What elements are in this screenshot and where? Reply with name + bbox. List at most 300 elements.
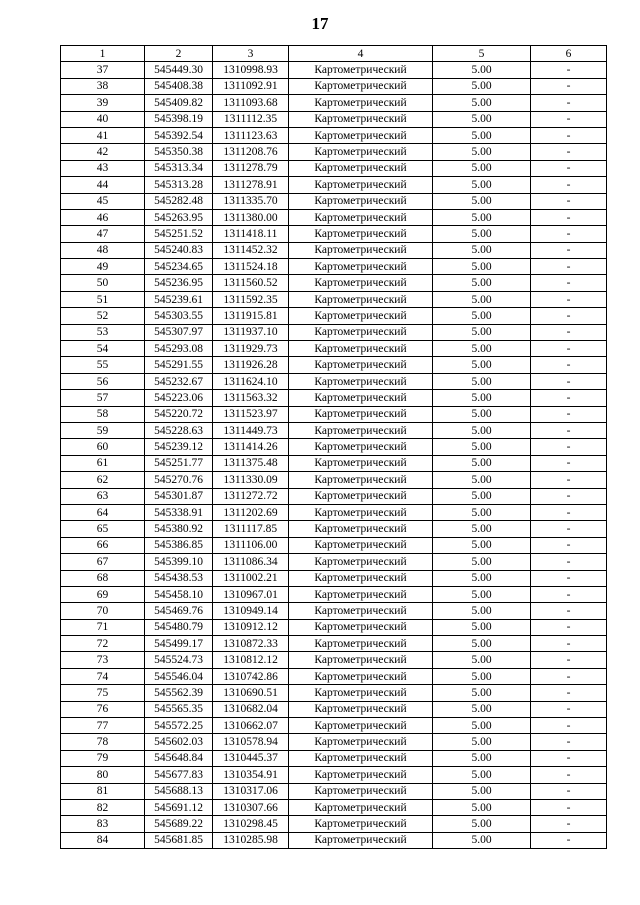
y-coordinate-cell: 1311086.34 xyxy=(213,554,289,570)
note-cell: - xyxy=(531,488,607,504)
note-cell: - xyxy=(531,324,607,340)
point-number-cell: 76 xyxy=(61,701,145,717)
accuracy-cell: 5.00 xyxy=(433,193,531,209)
note-cell: - xyxy=(531,734,607,750)
method-cell: Картометрический xyxy=(289,488,433,504)
accuracy-cell: 5.00 xyxy=(433,127,531,143)
x-coordinate-cell: 545449.30 xyxy=(145,62,213,78)
note-cell: - xyxy=(531,455,607,471)
y-coordinate-cell: 1311208.76 xyxy=(213,144,289,160)
column-header: 2 xyxy=(145,46,213,62)
y-coordinate-cell: 1310872.33 xyxy=(213,636,289,652)
method-cell: Картометрический xyxy=(289,226,433,242)
method-cell: Картометрический xyxy=(289,718,433,734)
note-cell: - xyxy=(531,668,607,684)
accuracy-cell: 5.00 xyxy=(433,537,531,553)
coordinates-table xyxy=(60,45,607,849)
note-cell: - xyxy=(531,750,607,766)
point-number-cell: 64 xyxy=(61,504,145,520)
note-cell: - xyxy=(531,832,607,848)
point-number-cell: 72 xyxy=(61,636,145,652)
note-cell: - xyxy=(531,521,607,537)
note-cell: - xyxy=(531,816,607,832)
method-cell: Картометрический xyxy=(289,111,433,127)
accuracy-cell: 5.00 xyxy=(433,373,531,389)
method-cell: Картометрический xyxy=(289,144,433,160)
method-cell: Картометрический xyxy=(289,127,433,143)
point-number-cell: 45 xyxy=(61,193,145,209)
y-coordinate-cell: 1310445.37 xyxy=(213,750,289,766)
point-number-cell: 50 xyxy=(61,275,145,291)
method-cell: Картометрический xyxy=(289,439,433,455)
x-coordinate-cell: 545408.38 xyxy=(145,78,213,94)
y-coordinate-cell: 1310967.01 xyxy=(213,586,289,602)
accuracy-cell: 5.00 xyxy=(433,832,531,848)
x-coordinate-cell: 545546.04 xyxy=(145,668,213,684)
point-number-cell: 42 xyxy=(61,144,145,160)
note-cell: - xyxy=(531,390,607,406)
y-coordinate-cell: 1311093.68 xyxy=(213,95,289,111)
y-coordinate-cell: 1311002.21 xyxy=(213,570,289,586)
table-row xyxy=(61,62,607,78)
method-cell: Картометрический xyxy=(289,308,433,324)
note-cell: - xyxy=(531,718,607,734)
x-coordinate-cell: 545688.13 xyxy=(145,783,213,799)
x-coordinate-cell: 545251.52 xyxy=(145,226,213,242)
method-cell: Картометрический xyxy=(289,832,433,848)
accuracy-cell: 5.00 xyxy=(433,554,531,570)
table-row xyxy=(61,504,607,520)
y-coordinate-cell: 1311278.79 xyxy=(213,160,289,176)
note-cell: - xyxy=(531,357,607,373)
accuracy-cell: 5.00 xyxy=(433,177,531,193)
x-coordinate-cell: 545499.17 xyxy=(145,636,213,652)
point-number-cell: 44 xyxy=(61,177,145,193)
method-cell: Картометрический xyxy=(289,750,433,766)
method-cell: Картометрический xyxy=(289,62,433,78)
method-cell: Картометрический xyxy=(289,406,433,422)
accuracy-cell: 5.00 xyxy=(433,816,531,832)
table-row xyxy=(61,521,607,537)
point-number-cell: 43 xyxy=(61,160,145,176)
method-cell: Картометрический xyxy=(289,455,433,471)
x-coordinate-cell: 545338.91 xyxy=(145,504,213,520)
y-coordinate-cell: 1310285.98 xyxy=(213,832,289,848)
method-cell: Картометрический xyxy=(289,586,433,602)
x-coordinate-cell: 545282.48 xyxy=(145,193,213,209)
accuracy-cell: 5.00 xyxy=(433,242,531,258)
note-cell: - xyxy=(531,259,607,275)
point-number-cell: 46 xyxy=(61,209,145,225)
table-row xyxy=(61,259,607,275)
table-row xyxy=(61,734,607,750)
accuracy-cell: 5.00 xyxy=(433,390,531,406)
accuracy-cell: 5.00 xyxy=(433,750,531,766)
note-cell: - xyxy=(531,95,607,111)
note-cell: - xyxy=(531,406,607,422)
table-row xyxy=(61,783,607,799)
y-coordinate-cell: 1310742.86 xyxy=(213,668,289,684)
method-cell: Картометрический xyxy=(289,799,433,815)
x-coordinate-cell: 545228.63 xyxy=(145,422,213,438)
table-row xyxy=(61,586,607,602)
y-coordinate-cell: 1311414.26 xyxy=(213,439,289,455)
table-header xyxy=(61,46,607,62)
table-row xyxy=(61,406,607,422)
x-coordinate-cell: 545691.12 xyxy=(145,799,213,815)
table-row xyxy=(61,78,607,94)
accuracy-cell: 5.00 xyxy=(433,504,531,520)
method-cell: Картометрический xyxy=(289,472,433,488)
note-cell: - xyxy=(531,586,607,602)
point-number-cell: 75 xyxy=(61,685,145,701)
accuracy-cell: 5.00 xyxy=(433,275,531,291)
accuracy-cell: 5.00 xyxy=(433,799,531,815)
x-coordinate-cell: 545438.53 xyxy=(145,570,213,586)
point-number-cell: 52 xyxy=(61,308,145,324)
x-coordinate-cell: 545350.38 xyxy=(145,144,213,160)
y-coordinate-cell: 1310949.14 xyxy=(213,603,289,619)
x-coordinate-cell: 545386.85 xyxy=(145,537,213,553)
accuracy-cell: 5.00 xyxy=(433,570,531,586)
x-coordinate-cell: 545239.61 xyxy=(145,291,213,307)
x-coordinate-cell: 545293.08 xyxy=(145,341,213,357)
accuracy-cell: 5.00 xyxy=(433,308,531,324)
table-row xyxy=(61,455,607,471)
x-coordinate-cell: 545677.83 xyxy=(145,767,213,783)
x-coordinate-cell: 545562.39 xyxy=(145,685,213,701)
table-row xyxy=(61,619,607,635)
point-number-cell: 67 xyxy=(61,554,145,570)
x-coordinate-cell: 545524.73 xyxy=(145,652,213,668)
y-coordinate-cell: 1311117.85 xyxy=(213,521,289,537)
accuracy-cell: 5.00 xyxy=(433,111,531,127)
x-coordinate-cell: 545236.95 xyxy=(145,275,213,291)
note-cell: - xyxy=(531,341,607,357)
y-coordinate-cell: 1311563.32 xyxy=(213,390,289,406)
point-number-cell: 68 xyxy=(61,570,145,586)
x-coordinate-cell: 545399.10 xyxy=(145,554,213,570)
accuracy-cell: 5.00 xyxy=(433,652,531,668)
y-coordinate-cell: 1310662.07 xyxy=(213,718,289,734)
note-cell: - xyxy=(531,422,607,438)
note-cell: - xyxy=(531,308,607,324)
point-number-cell: 47 xyxy=(61,226,145,242)
x-coordinate-cell: 545291.55 xyxy=(145,357,213,373)
table-body xyxy=(61,62,607,849)
method-cell: Картометрический xyxy=(289,537,433,553)
y-coordinate-cell: 1311202.69 xyxy=(213,504,289,520)
table-row xyxy=(61,668,607,684)
note-cell: - xyxy=(531,701,607,717)
method-cell: Картометрический xyxy=(289,668,433,684)
accuracy-cell: 5.00 xyxy=(433,160,531,176)
table-row xyxy=(61,275,607,291)
y-coordinate-cell: 1311452.32 xyxy=(213,242,289,258)
method-cell: Картометрический xyxy=(289,160,433,176)
method-cell: Картометрический xyxy=(289,373,433,389)
table-row xyxy=(61,357,607,373)
point-number-cell: 51 xyxy=(61,291,145,307)
point-number-cell: 62 xyxy=(61,472,145,488)
point-number-cell: 59 xyxy=(61,422,145,438)
method-cell: Картометрический xyxy=(289,685,433,701)
x-coordinate-cell: 545409.82 xyxy=(145,95,213,111)
table-row xyxy=(61,472,607,488)
point-number-cell: 69 xyxy=(61,586,145,602)
method-cell: Картометрический xyxy=(289,554,433,570)
page-number: 17 xyxy=(311,14,329,33)
note-cell: - xyxy=(531,111,607,127)
x-coordinate-cell: 545565.35 xyxy=(145,701,213,717)
accuracy-cell: 5.00 xyxy=(433,685,531,701)
note-cell: - xyxy=(531,275,607,291)
accuracy-cell: 5.00 xyxy=(433,144,531,160)
y-coordinate-cell: 1311915.81 xyxy=(213,308,289,324)
x-coordinate-cell: 545380.92 xyxy=(145,521,213,537)
x-coordinate-cell: 545234.65 xyxy=(145,259,213,275)
method-cell: Картометрический xyxy=(289,783,433,799)
method-cell: Картометрический xyxy=(289,357,433,373)
y-coordinate-cell: 1310690.51 xyxy=(213,685,289,701)
table-row xyxy=(61,750,607,766)
note-cell: - xyxy=(531,685,607,701)
x-coordinate-cell: 545303.55 xyxy=(145,308,213,324)
table-row xyxy=(61,242,607,258)
y-coordinate-cell: 1311592.35 xyxy=(213,291,289,307)
accuracy-cell: 5.00 xyxy=(433,455,531,471)
note-cell: - xyxy=(531,504,607,520)
table-row xyxy=(61,390,607,406)
table-row xyxy=(61,767,607,783)
note-cell: - xyxy=(531,209,607,225)
table-row xyxy=(61,160,607,176)
y-coordinate-cell: 1311929.73 xyxy=(213,341,289,357)
accuracy-cell: 5.00 xyxy=(433,406,531,422)
point-number-cell: 56 xyxy=(61,373,145,389)
y-coordinate-cell: 1310812.12 xyxy=(213,652,289,668)
point-number-cell: 78 xyxy=(61,734,145,750)
accuracy-cell: 5.00 xyxy=(433,586,531,602)
table-row xyxy=(61,603,607,619)
method-cell: Картометрический xyxy=(289,652,433,668)
method-cell: Картометрический xyxy=(289,767,433,783)
point-number-cell: 77 xyxy=(61,718,145,734)
note-cell: - xyxy=(531,603,607,619)
note-cell: - xyxy=(531,767,607,783)
y-coordinate-cell: 1311926.28 xyxy=(213,357,289,373)
table-row xyxy=(61,685,607,701)
note-cell: - xyxy=(531,554,607,570)
note-cell: - xyxy=(531,78,607,94)
table-row xyxy=(61,177,607,193)
x-coordinate-cell: 545240.83 xyxy=(145,242,213,258)
y-coordinate-cell: 1311523.97 xyxy=(213,406,289,422)
point-number-cell: 66 xyxy=(61,537,145,553)
column-header: 4 xyxy=(289,46,433,62)
table-row xyxy=(61,324,607,340)
point-number-cell: 73 xyxy=(61,652,145,668)
x-coordinate-cell: 545301.87 xyxy=(145,488,213,504)
y-coordinate-cell: 1311123.63 xyxy=(213,127,289,143)
x-coordinate-cell: 545263.95 xyxy=(145,209,213,225)
note-cell: - xyxy=(531,62,607,78)
table-row xyxy=(61,701,607,717)
table-row xyxy=(61,537,607,553)
note-cell: - xyxy=(531,636,607,652)
table-row xyxy=(61,652,607,668)
table-row xyxy=(61,193,607,209)
method-cell: Картометрический xyxy=(289,390,433,406)
point-number-cell: 60 xyxy=(61,439,145,455)
y-coordinate-cell: 1310998.93 xyxy=(213,62,289,78)
column-header: 3 xyxy=(213,46,289,62)
point-number-cell: 58 xyxy=(61,406,145,422)
accuracy-cell: 5.00 xyxy=(433,488,531,504)
note-cell: - xyxy=(531,783,607,799)
y-coordinate-cell: 1311560.52 xyxy=(213,275,289,291)
x-coordinate-cell: 545689.22 xyxy=(145,816,213,832)
accuracy-cell: 5.00 xyxy=(433,701,531,717)
x-coordinate-cell: 545602.03 xyxy=(145,734,213,750)
method-cell: Картометрический xyxy=(289,816,433,832)
table-row xyxy=(61,308,607,324)
point-number-cell: 55 xyxy=(61,357,145,373)
y-coordinate-cell: 1311624.10 xyxy=(213,373,289,389)
table-row xyxy=(61,111,607,127)
method-cell: Картометрический xyxy=(289,324,433,340)
table-row xyxy=(61,832,607,848)
y-coordinate-cell: 1311335.70 xyxy=(213,193,289,209)
note-cell: - xyxy=(531,619,607,635)
method-cell: Картометрический xyxy=(289,636,433,652)
x-coordinate-cell: 545458.10 xyxy=(145,586,213,602)
note-cell: - xyxy=(531,242,607,258)
table-row xyxy=(61,95,607,111)
column-header: 1 xyxy=(61,46,145,62)
method-cell: Картометрический xyxy=(289,521,433,537)
note-cell: - xyxy=(531,144,607,160)
x-coordinate-cell: 545313.28 xyxy=(145,177,213,193)
accuracy-cell: 5.00 xyxy=(433,636,531,652)
y-coordinate-cell: 1311272.72 xyxy=(213,488,289,504)
table-row xyxy=(61,373,607,389)
accuracy-cell: 5.00 xyxy=(433,78,531,94)
method-cell: Картометрический xyxy=(289,570,433,586)
note-cell: - xyxy=(531,652,607,668)
y-coordinate-cell: 1310682.04 xyxy=(213,701,289,717)
method-cell: Картометрический xyxy=(289,619,433,635)
method-cell: Картометрический xyxy=(289,78,433,94)
note-cell: - xyxy=(531,177,607,193)
table-row xyxy=(61,144,607,160)
method-cell: Картометрический xyxy=(289,275,433,291)
method-cell: Картометрический xyxy=(289,95,433,111)
table-row xyxy=(61,439,607,455)
accuracy-cell: 5.00 xyxy=(433,734,531,750)
method-cell: Картометрический xyxy=(289,603,433,619)
table-row xyxy=(61,816,607,832)
y-coordinate-cell: 1311330.09 xyxy=(213,472,289,488)
y-coordinate-cell: 1311380.00 xyxy=(213,209,289,225)
accuracy-cell: 5.00 xyxy=(433,62,531,78)
x-coordinate-cell: 545270.76 xyxy=(145,472,213,488)
x-coordinate-cell: 545398.19 xyxy=(145,111,213,127)
method-cell: Картометрический xyxy=(289,341,433,357)
accuracy-cell: 5.00 xyxy=(433,226,531,242)
table-row xyxy=(61,488,607,504)
method-cell: Картометрический xyxy=(289,209,433,225)
method-cell: Картометрический xyxy=(289,701,433,717)
x-coordinate-cell: 545480.79 xyxy=(145,619,213,635)
header-row xyxy=(61,46,607,62)
x-coordinate-cell: 545307.97 xyxy=(145,324,213,340)
point-number-cell: 65 xyxy=(61,521,145,537)
table-row xyxy=(61,291,607,307)
column-header: 5 xyxy=(433,46,531,62)
point-number-cell: 57 xyxy=(61,390,145,406)
note-cell: - xyxy=(531,127,607,143)
x-coordinate-cell: 545223.06 xyxy=(145,390,213,406)
note-cell: - xyxy=(531,472,607,488)
table-row xyxy=(61,636,607,652)
point-number-cell: 48 xyxy=(61,242,145,258)
accuracy-cell: 5.00 xyxy=(433,422,531,438)
point-number-cell: 83 xyxy=(61,816,145,832)
x-coordinate-cell: 545251.77 xyxy=(145,455,213,471)
accuracy-cell: 5.00 xyxy=(433,668,531,684)
y-coordinate-cell: 1311112.35 xyxy=(213,111,289,127)
x-coordinate-cell: 545572.25 xyxy=(145,718,213,734)
column-header: 6 xyxy=(531,46,607,62)
note-cell: - xyxy=(531,160,607,176)
point-number-cell: 54 xyxy=(61,341,145,357)
y-coordinate-cell: 1310298.45 xyxy=(213,816,289,832)
x-coordinate-cell: 545239.12 xyxy=(145,439,213,455)
accuracy-cell: 5.00 xyxy=(433,357,531,373)
point-number-cell: 80 xyxy=(61,767,145,783)
table-row xyxy=(61,718,607,734)
note-cell: - xyxy=(531,537,607,553)
y-coordinate-cell: 1310307.66 xyxy=(213,799,289,815)
y-coordinate-cell: 1310578.94 xyxy=(213,734,289,750)
point-number-cell: 39 xyxy=(61,95,145,111)
y-coordinate-cell: 1310354.91 xyxy=(213,767,289,783)
table-row xyxy=(61,570,607,586)
y-coordinate-cell: 1311418.11 xyxy=(213,226,289,242)
table-row xyxy=(61,422,607,438)
note-cell: - xyxy=(531,193,607,209)
method-cell: Картометрический xyxy=(289,734,433,750)
method-cell: Картометрический xyxy=(289,259,433,275)
note-cell: - xyxy=(531,799,607,815)
accuracy-cell: 5.00 xyxy=(433,291,531,307)
method-cell: Картометрический xyxy=(289,193,433,209)
point-number-cell: 37 xyxy=(61,62,145,78)
point-number-cell: 61 xyxy=(61,455,145,471)
y-coordinate-cell: 1311106.00 xyxy=(213,537,289,553)
point-number-cell: 79 xyxy=(61,750,145,766)
y-coordinate-cell: 1311937.10 xyxy=(213,324,289,340)
point-number-cell: 53 xyxy=(61,324,145,340)
method-cell: Картометрический xyxy=(289,422,433,438)
point-number-cell: 70 xyxy=(61,603,145,619)
point-number-cell: 71 xyxy=(61,619,145,635)
x-coordinate-cell: 545220.72 xyxy=(145,406,213,422)
table-row xyxy=(61,341,607,357)
point-number-cell: 84 xyxy=(61,832,145,848)
x-coordinate-cell: 545681.85 xyxy=(145,832,213,848)
